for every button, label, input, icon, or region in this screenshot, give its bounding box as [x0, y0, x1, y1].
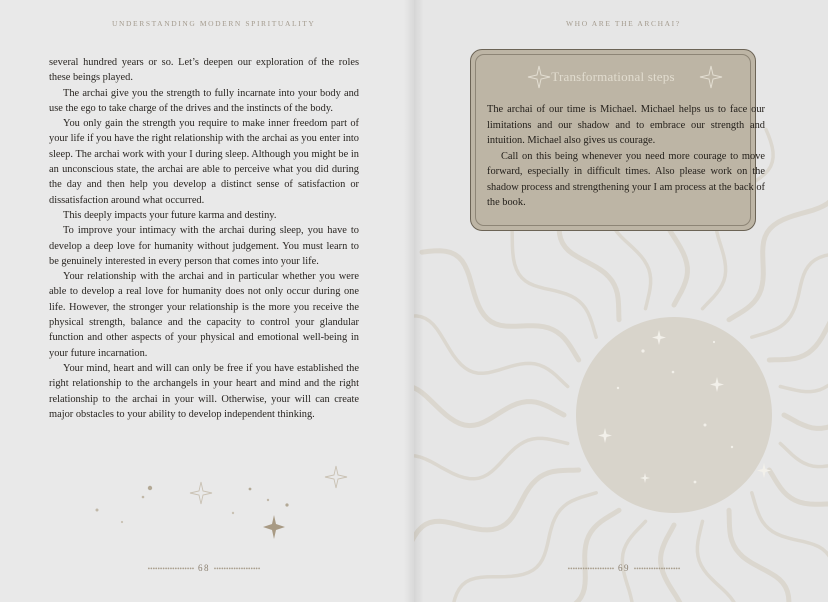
box-text — [487, 102, 765, 211]
sun-ray — [752, 493, 828, 602]
folio-rule: ••••••••••••••••••• — [147, 565, 195, 573]
folio-rule: ••••••••••••••••••• — [567, 565, 615, 573]
right-page — [414, 0, 828, 602]
folio-rule: ••••••••••••••••••• — [213, 565, 261, 573]
sun-ray — [452, 493, 597, 602]
paragraph: The archai give you the strength to fully incarnate into your body and use the ego to take charge of the drives and the instincts of the body. — [49, 87, 359, 114]
running-head-left: UNDERSTANDING MODERN SPIRITUALITY — [112, 19, 316, 28]
box-paragraph: Call on this being whenever you need more courage to move forward, especially in difficult times. Also please work on the shadow process and strengthening your I am process at the back of the book. — [487, 150, 765, 208]
sun-ray — [414, 470, 579, 552]
sun-ray — [414, 386, 564, 426]
gutter-shadow — [404, 0, 424, 602]
folio-rule: ••••••••••••••••••• — [633, 565, 681, 573]
page-number-text: 68 — [198, 563, 210, 573]
paragraph: You only gain the strength you require to make inner freedom part of your life if you have the right relationship with the archai as you enter into sleep. The archai work with your I during sleep. Although you might be in an unconscious state, the archai are able to perceive what you did during the day and then help you develop a distinct sense of satisfaction or dissatisfaction around what occurred. — [49, 118, 359, 206]
paragraph: Your relationship with the archai and in particular whether you were able to develop a real love for humanity does not only occur during one life. However, the stronger your relationship is the more you receive the physical strength, balance and the capacity to control your glandular function and other aspects of your physical and emotional well-being in your future incarnation. — [49, 271, 359, 359]
paragraph: several hundred years or so. Let’s deepen our exploration of the roles these beings played. — [49, 57, 359, 84]
box-title: Transformational steps — [551, 69, 675, 84]
page-number-right — [544, 563, 704, 573]
sun-ray — [510, 510, 619, 602]
sun-ray — [729, 510, 811, 602]
paragraph: Your mind, heart and will can only be free if you have established the right relationship to the archangels in your heart and mind and the right relationship to the archai in your will. Otherwise, your will can create major obstacles to your ability to develop independent thinking. — [49, 362, 359, 420]
running-head-right: WHO ARE THE ARCHAI? — [566, 19, 681, 28]
transformational-steps-box — [470, 49, 765, 231]
page-number-left — [124, 563, 284, 573]
box-paragraph: The archai of our time is Michael. Michael helps us to face our limitations and our shadow and to embrace our strength and intuition. Michael also gives us courage. — [487, 104, 765, 146]
paragraph: To improve your intimacy with the archai during sleep, you have to develop a deep love for humanity without judgement. You must learn to be genuinely interested in every person that comes into your life. — [49, 225, 359, 267]
sun-ray — [784, 404, 828, 444]
page-number-text: 69 — [618, 563, 630, 573]
sun-ray — [769, 470, 828, 579]
paragraph: This deeply impacts your future karma and destiny. — [63, 209, 277, 221]
